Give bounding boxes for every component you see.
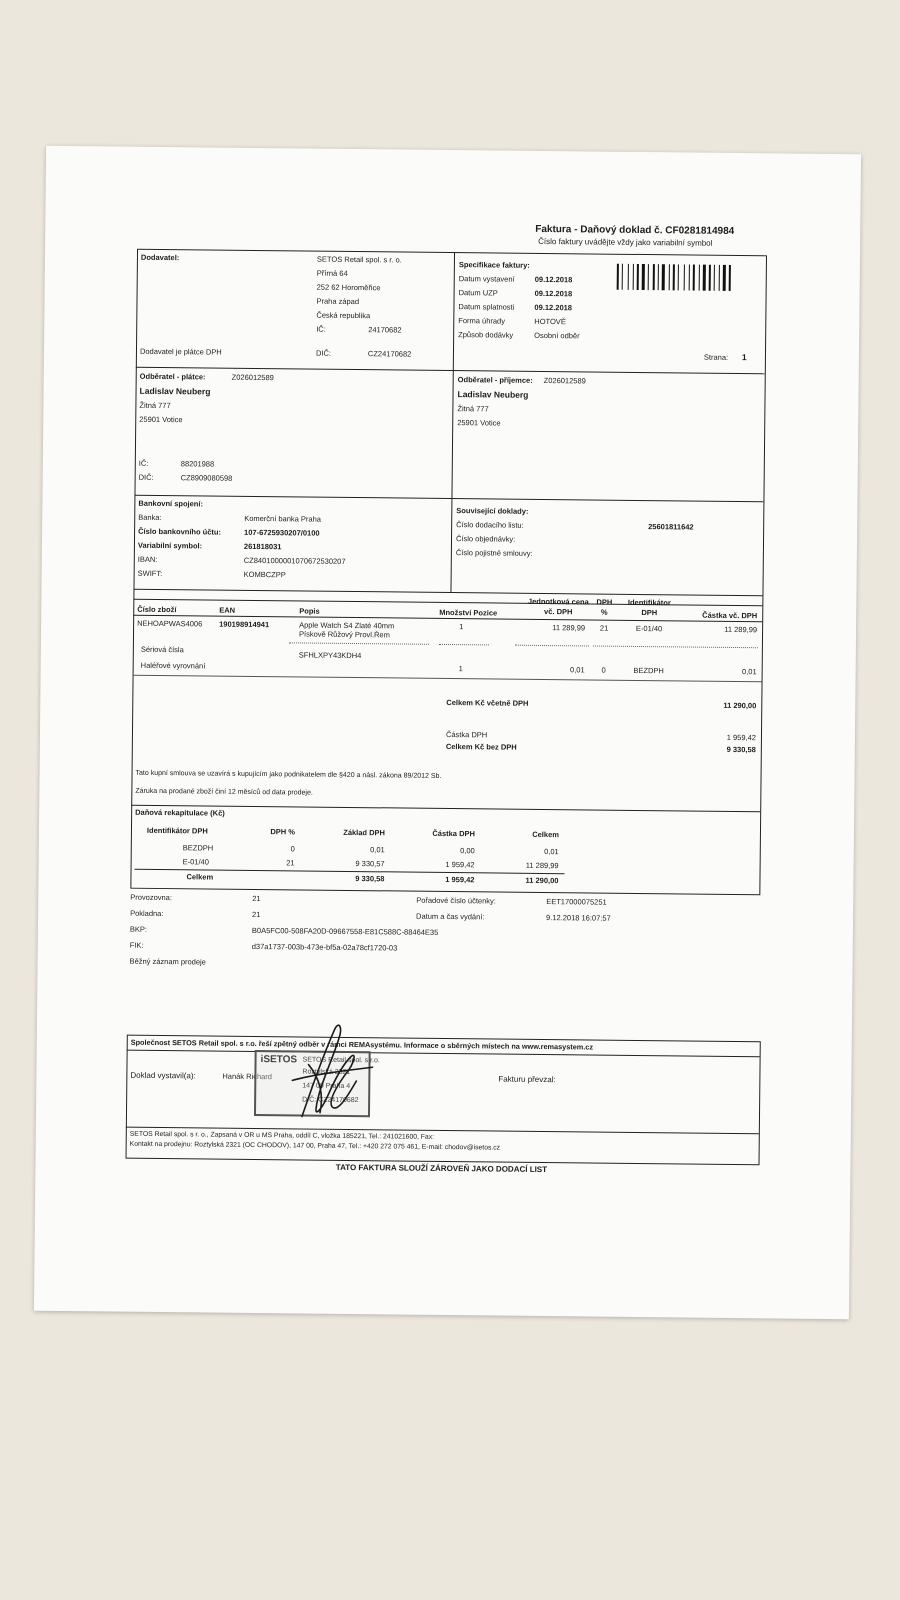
recap-cell: 0 (290, 844, 295, 854)
invoice-frame (130, 249, 767, 896)
invoice-subtitle: Číslo faktury uvádějte vždy jako variabilní symbol (538, 236, 713, 248)
related-row-key: Číslo dodacího listu: (456, 520, 524, 530)
col-unit: Jednotková cena vč. DPH (527, 596, 589, 617)
recap-cell: BEZDPH (182, 843, 214, 853)
rema-note: Společnost SETOS Retail spol. s r.o. řeší zpětný odběr v rámci REMAsystému. Informace o sběrných místech na www.remasystem.cz (130, 1037, 594, 1052)
spec-row-key: Datum UZP (458, 288, 498, 298)
received-label: Fakturu převzal: (498, 1074, 556, 1085)
barcode-bar (662, 264, 665, 290)
stamp-line: Roztylská 2321 (302, 1068, 351, 1077)
related-label: Související doklady: (456, 506, 529, 516)
barcode-bar (673, 264, 675, 290)
buyer-payer-name: Ladislav Neuberg (139, 385, 211, 397)
recap-total-cell: 9 330,58 (355, 874, 385, 884)
item-unit-price: 11 289,99 (552, 623, 586, 633)
issued-by: Hanák Richard (222, 1071, 273, 1082)
eet-provozovna-label: Provozovna: (130, 892, 173, 903)
eet-offer: EET17000075251 (546, 897, 607, 907)
barcode-bar (637, 264, 639, 290)
note-warranty: Záruka na prodané zboží činí 12 měsíců od data prodeje. (135, 787, 313, 797)
eet-pokladna-label: Pokladna: (130, 908, 164, 919)
page-number: 1 (741, 352, 747, 363)
item-ident: E-01/40 (635, 623, 663, 634)
supplier-region: Praha západ (316, 296, 360, 307)
signature-icon (272, 1016, 383, 1127)
serial-label: Sériová čísla (140, 644, 184, 655)
supplier-dic-label: DIČ: (315, 348, 332, 358)
spec-label: Specifikace faktury: (458, 260, 530, 270)
bank-row-value: Komerční banka Praha (244, 513, 321, 524)
eet-mode: Běžný záznam prodeje (129, 956, 206, 967)
spec-row-key: Datum splatnosti (458, 302, 515, 312)
item-desc: Apple Watch S4 Zlaté 40mm (299, 620, 395, 631)
supplier-ic: 24170682 (368, 325, 402, 335)
page-label: Strana: (703, 352, 729, 362)
stamp-line: 147 00 Praha 4 (302, 1082, 351, 1090)
supplier-city: 252 62 Horoměřice (316, 282, 381, 293)
rounding-total: 0,01 (741, 667, 757, 677)
buyer-recipient-label: Odběratel - příjemce: (457, 375, 533, 385)
barcode-bar (666, 264, 668, 290)
vat-value: 1 959,42 (726, 732, 757, 743)
rounding-vat: 0 (601, 665, 606, 675)
item-desc: Pískově Růžový Provl.Řem (298, 629, 390, 640)
net-value: 9 330,58 (726, 744, 756, 755)
supplier-street: Přírná 64 (316, 268, 348, 278)
barcode-bar (680, 264, 683, 290)
col-ean: EAN (219, 605, 236, 615)
stamp-brand: iSETOS (260, 1054, 298, 1066)
supplier-ic-label: IČ: (316, 324, 326, 334)
spec-row-key: Způsob dodávky (458, 330, 514, 340)
eet-datetime-label: Datum a čas vydání: (416, 911, 485, 922)
buyer-payer-label: Odběratel - plátce: (139, 371, 206, 382)
total-label: Celkem Kč včetně DPH (446, 697, 529, 708)
recap-total-cell: Celkem (186, 872, 214, 882)
barcode-bar (729, 265, 731, 291)
spec-row-value: 09.12.2018 (534, 302, 573, 313)
issued-label: Doklad vystavil(a): (130, 1070, 196, 1081)
supplier-dic: CZ24170682 (367, 349, 412, 359)
col-code: Číslo zboží (137, 604, 177, 615)
rounding-ident: BEZDPH (633, 665, 664, 676)
rounding-label: Haléřové vyrovnání (140, 660, 206, 671)
stamp-line: DIČ: CZ24170682 (302, 1096, 359, 1105)
bank-row-value: 261818031 (243, 541, 282, 552)
eet-bkp: B0A5FC00-508FA20D-09667558-E81C588C-88464E35 (251, 925, 439, 937)
buyer-recipient-street: Žitná 777 (457, 404, 489, 414)
col-vat: DPH % (596, 597, 613, 617)
spec-row-key: Datum vystavení (458, 274, 515, 284)
recap-col: Základ DPH (343, 827, 385, 838)
item-qty: 1 (459, 622, 464, 632)
net-label: Celkem Kč bez DPH (445, 741, 517, 752)
col-qty: Množství Pozice (439, 607, 498, 618)
bank-row-value: 107-6725930207/0100 (244, 527, 320, 538)
spec-row-value: Osobní odběr (534, 330, 580, 341)
item-vat: 21 (599, 623, 609, 633)
item-total: 11 289,99 (724, 624, 758, 635)
rounding-qty: 1 (458, 664, 463, 674)
recap-cell: 0,00 (460, 846, 475, 856)
delivery-note: TATO FAKTURA SLOUŽÍ ZÁROVEŇ JAKO DODACÍ LIST (335, 1162, 548, 1175)
buyer-payer-dic-label: DIČ: (138, 472, 154, 482)
item-ean: 190198914941 (219, 619, 270, 630)
barcode-bar (642, 264, 645, 290)
rounding-unit: 0,01 (570, 665, 585, 675)
col-desc: Popis (299, 606, 320, 616)
barcode-bar (709, 265, 711, 291)
buyer-payer-code: Z026012589 (231, 372, 274, 383)
recap-cell: 21 (286, 858, 295, 868)
item-code: NEHOAPWAS4006 (137, 618, 203, 629)
barcode-bar (723, 265, 726, 291)
eet-fik: d37a1737-003b-473e-bf5a-02a78cf1720-03 (251, 941, 398, 953)
supplier-label: Dodavatel: (140, 252, 180, 263)
barcode-bar (624, 264, 627, 290)
barcode-bar (696, 265, 698, 291)
bank-row-key: Banka: (138, 512, 162, 522)
related-row-value: 25601811642 (648, 522, 694, 532)
recap-label: Daňová rekapitulace (Kč) (135, 807, 225, 818)
barcode-bar (630, 264, 632, 290)
col-total: Částka vč. DPH (702, 610, 758, 621)
vat-label: Částka DPH (445, 729, 488, 740)
col-ident: Identifikátor DPH (627, 597, 671, 617)
invoice-sheet (34, 146, 861, 1319)
bank-row-key: SWIFT: (137, 568, 163, 579)
stamp-line: SETOS Retail spol. s r.o. (302, 1056, 380, 1065)
eet-pokladna: 21 (252, 909, 261, 920)
barcode-bar (650, 264, 652, 290)
barcode-bar (716, 265, 718, 291)
recap-cell: 1 959,42 (445, 859, 475, 870)
spec-row-key: Forma úhrady (458, 316, 506, 326)
note-contract: Tato kupní smlouva se uzavírá s kupujícím jako podnikatelem dle §420 a násl. zákona 89/2012 Sb. (135, 769, 442, 780)
barcode-bar (693, 265, 695, 291)
bank-row-key: Variabilní symbol: (137, 540, 203, 551)
recap-col: Částka DPH (432, 828, 475, 839)
spec-row-value: 09.12.2018 (534, 288, 573, 299)
company-info: SETOS Retail spol. s r. o., Zapsaná v OR u MS Praha, oddíl C, vložka 185221, Tel.: 241021600, Fax: (129, 1130, 435, 1141)
barcode-bar (617, 264, 619, 290)
buyer-recipient-city: 25901 Votice (457, 418, 501, 428)
barcode-icon (617, 264, 733, 291)
recap-col: Identifikátor DPH (146, 825, 208, 836)
bank-row-value: CZ8401000001070672530207 (243, 555, 346, 566)
eet-provozovna: 21 (252, 893, 261, 904)
eet-bkp-label: BKP: (129, 924, 148, 934)
bank-row-key: Číslo bankovního účtu: (138, 526, 222, 537)
spec-row-value: 09.12.2018 (534, 274, 573, 285)
related-row-key: Číslo pojistné smlouvy: (455, 548, 533, 558)
recap-cell: 0,01 (544, 847, 559, 857)
recap-col: DPH % (270, 827, 295, 837)
buyer-payer-ic-label: IČ: (138, 458, 149, 468)
buyer-payer-city: 25901 Votice (139, 414, 183, 425)
recap-cell: 0,01 (370, 845, 385, 855)
eet-offer-label: Pořadové číslo účtenky: (416, 895, 496, 906)
recap-cell: 11 289,99 (525, 860, 559, 871)
barcode-bar (703, 265, 706, 291)
recap-total-cell: 11 290,00 (525, 875, 559, 886)
recap-col: Celkem (532, 829, 559, 840)
barcode-bar (686, 264, 688, 290)
serial-value: SFHLXPY43KDH4 (298, 650, 362, 661)
buyer-recipient-name: Ladislav Neuberg (457, 389, 529, 400)
company-contact: Kontakt na prodejnu: Roztylská 2321 (OC CHODOV), 147 00, Praha 47, Tel.: +420 272 075 461, E-mail: chodov@isetos.cz (129, 1140, 501, 1152)
barcode-bar (653, 264, 655, 290)
related-row-key: Číslo objednávky: (455, 534, 516, 544)
buyer-payer-dic: CZ8909080598 (180, 473, 233, 483)
bank-label: Bankovní spojení: (138, 498, 204, 509)
spec-row-value: HOTOVĚ (534, 316, 566, 327)
eet-fik-label: FIK: (129, 940, 144, 950)
eet-datetime: 9.12.2018 16:07:57 (546, 913, 611, 923)
supplier-name: SETOS Retail spol. s r. o. (316, 254, 402, 265)
bank-row-value: KOMBCZPP (243, 569, 286, 580)
buyer-recipient-code: Z026012589 (543, 375, 586, 386)
supplier-country: Česká republika (316, 310, 371, 321)
invoice-title: Faktura - Daňový doklad č. CF0281814984 (535, 223, 735, 237)
buyer-payer-ic: 88201988 (180, 459, 215, 469)
recap-cell: 9 330,57 (355, 859, 385, 869)
bank-row-key: IBAN: (137, 554, 158, 564)
supplier-vat-note: Dodavatel je plátce DPH (139, 346, 222, 357)
recap-total-cell: 1 959,42 (445, 874, 475, 885)
buyer-payer-street: Žitná 777 (139, 400, 171, 411)
total-value: 11 290,00 (723, 700, 757, 711)
recap-cell: E-01/40 (182, 857, 209, 867)
